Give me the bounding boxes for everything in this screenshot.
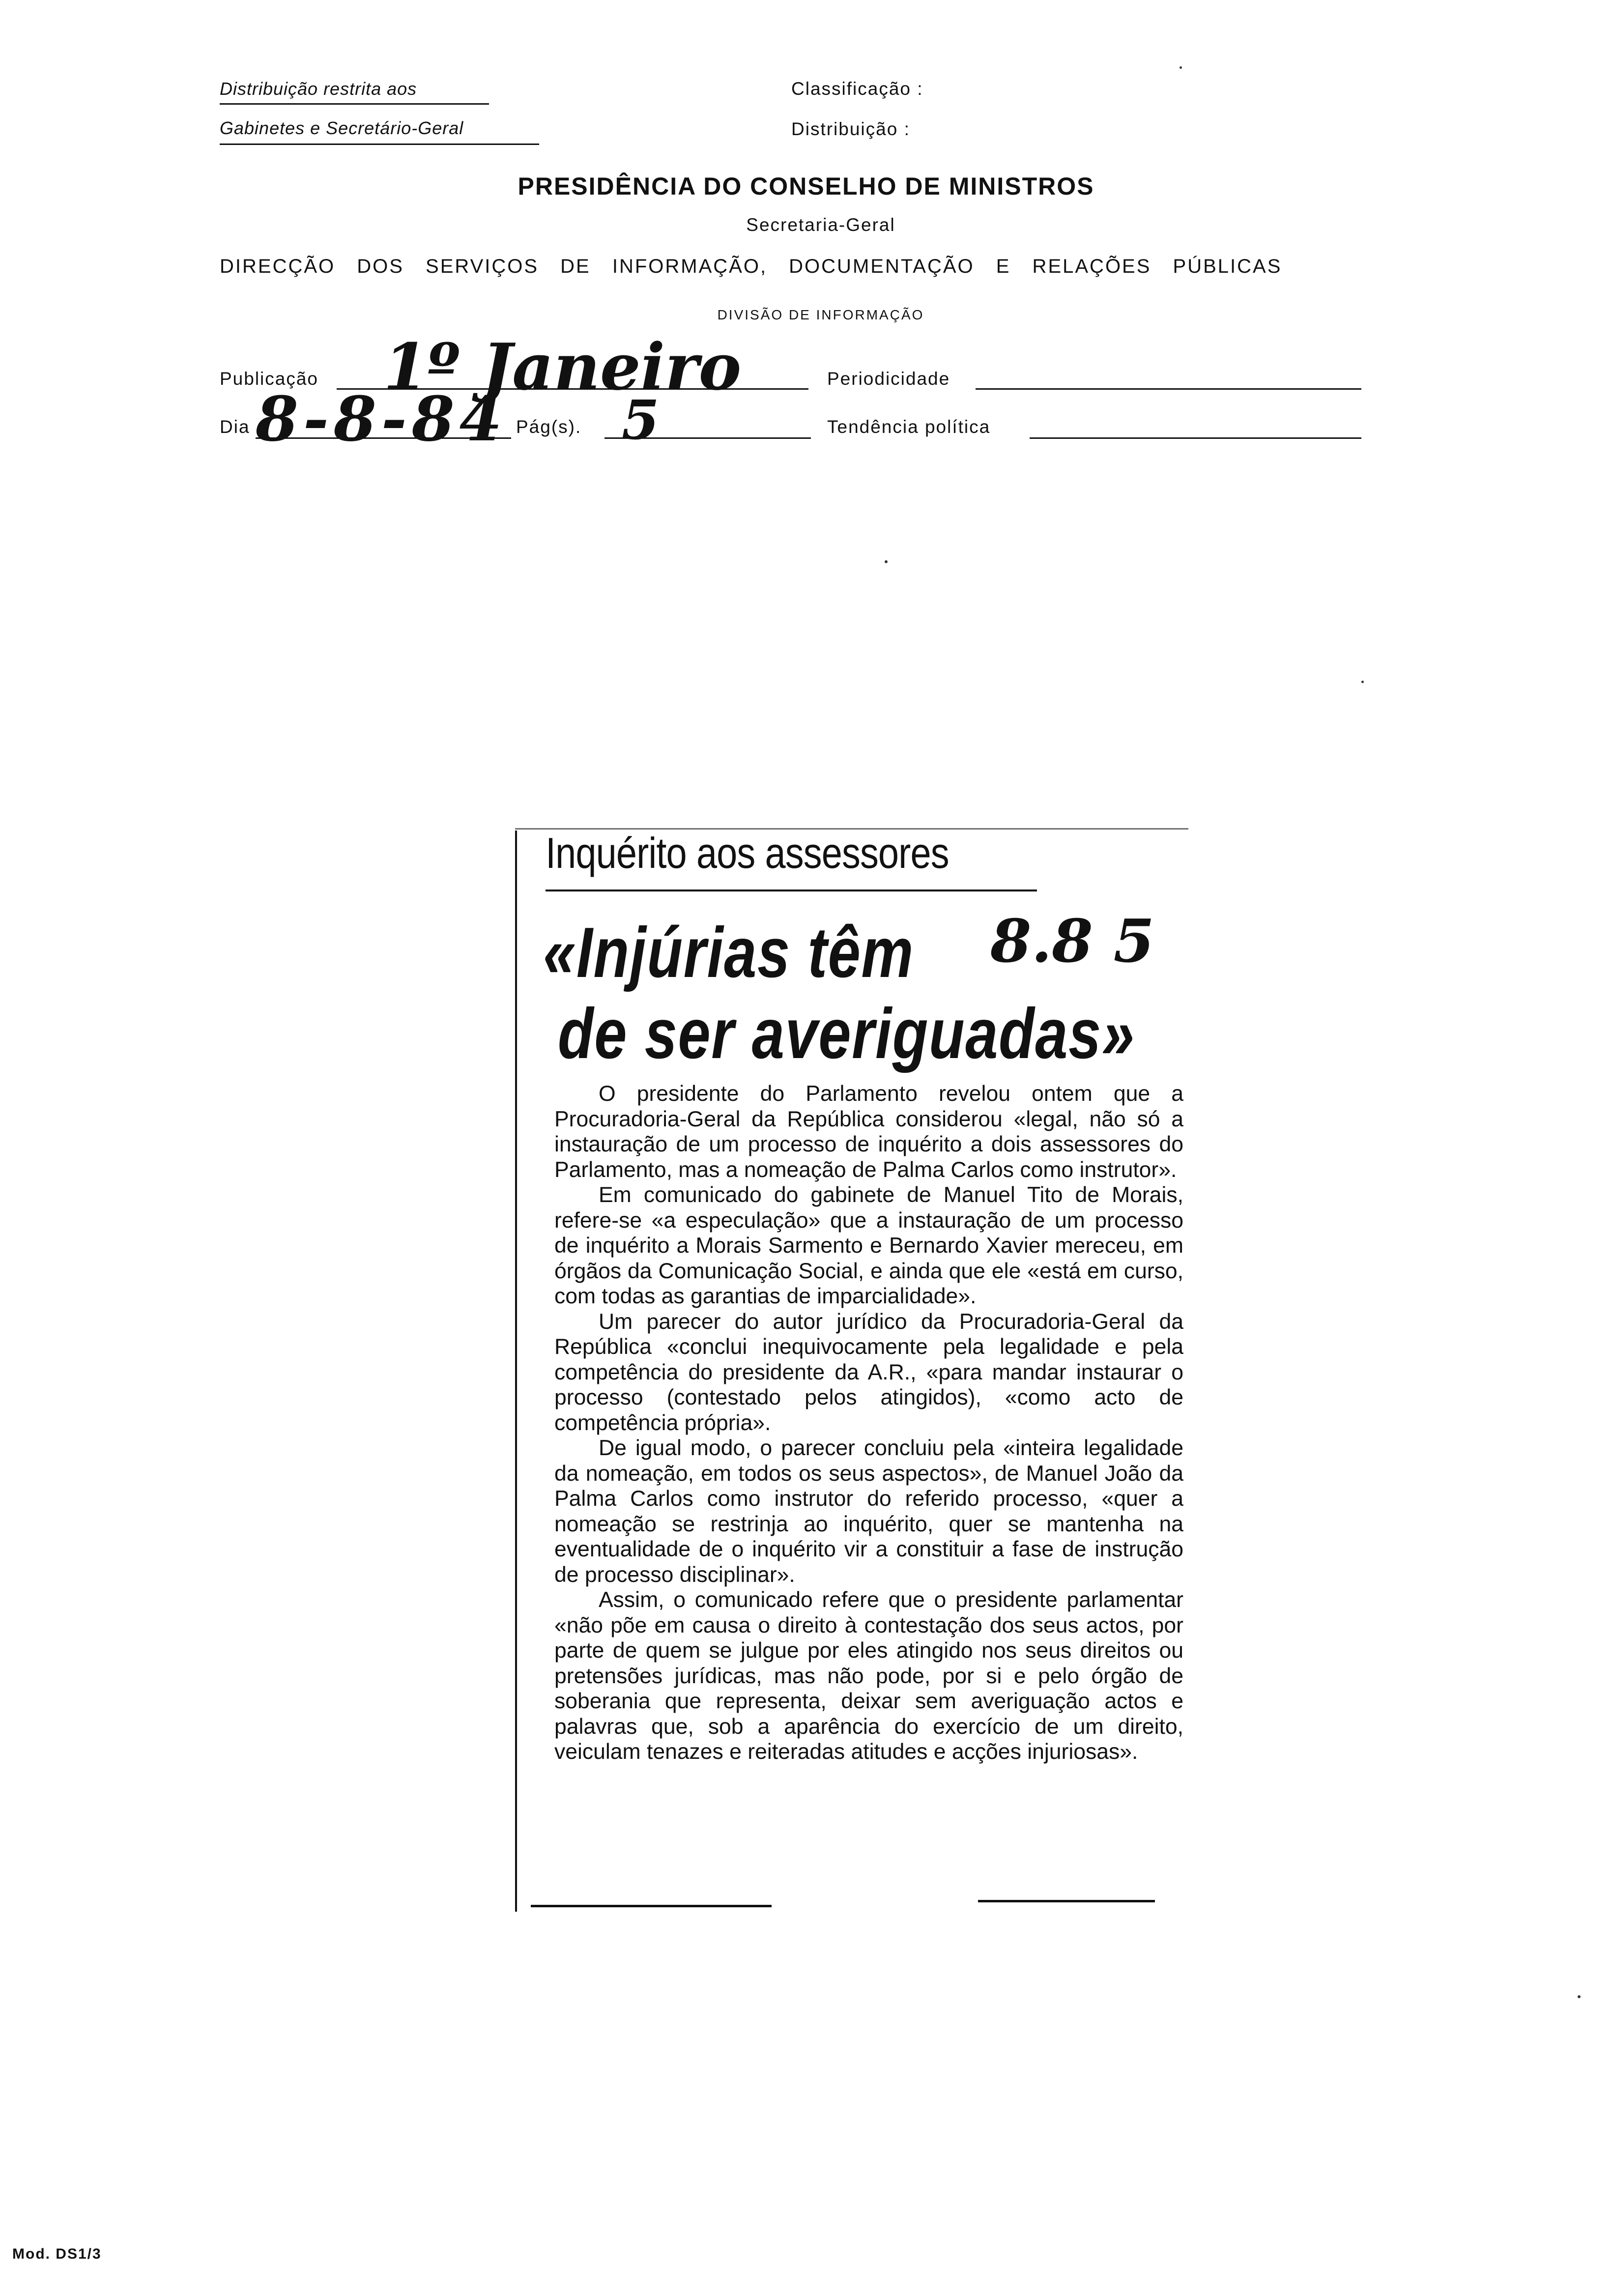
dia-value: 8-8-84 xyxy=(256,383,507,455)
scan-speck xyxy=(1180,66,1182,69)
margin-annotation: 8.8 5 xyxy=(990,907,1155,976)
scan-speck xyxy=(1578,1995,1581,1998)
headline-line-2: de ser averiguadas» xyxy=(558,994,1135,1073)
clipping-frame-left xyxy=(515,831,517,1912)
secretaria-geral: Secretaria-Geral xyxy=(746,215,895,235)
distribution-line-1: Distribuição restrita aos xyxy=(220,79,417,99)
clipping-bottom-rule-right xyxy=(978,1900,1155,1902)
classificacao-label: Classificação : xyxy=(791,79,923,99)
form-model-number: Mod. DS1/3 xyxy=(12,2246,102,2262)
distribution-line-2: Gabinetes e Secretário-Geral xyxy=(220,118,464,138)
article-body xyxy=(554,1081,1183,1765)
direccao-line: DIRECÇÃO DOS SERVIÇOS DE INFORMAÇÃO, DOCUMENTAÇÃO E RELAÇÕES PÚBLICAS xyxy=(220,256,1282,277)
publicacao-label: Publicação xyxy=(220,369,319,389)
headline-line-1: «Injúrias têm xyxy=(543,913,914,992)
article-paragraph-5: Assim, o comunicado refere que o presidente parlamentar «não põe em causa o direito à contestação dos seus actos, por parte de quem se julgue por eles atingido nos seus direitos ou pretensões jurídicas, mas não pode, por si e pelo órgão de soberania que representa, deixar sem averiguação actos e palavras que, sob a aparência do exercício de um direito, veiculam tenazes e reiteradas atitudes e acções injuriosas». xyxy=(554,1588,1183,1764)
article-paragraph-2: Em comunicado do gabinete de Manuel Tito de Morais, refere-se «a especulação» que a instauração de um processo de inquérito a Morais Sarmento e Bernardo Xavier mereceu, em órgãos da Comunicação Social, e ainda que ele «está em curso, com todas as garantias de imparcialidade». xyxy=(554,1183,1183,1308)
scan-speck xyxy=(1361,681,1364,683)
periodicidade-field-line xyxy=(976,388,1361,390)
distribution-rule-2 xyxy=(220,144,539,145)
dia-label: Dia xyxy=(220,417,250,437)
kicker-rule xyxy=(546,890,1037,891)
divisao-informacao: DIVISÃO DE INFORMAÇÃO xyxy=(717,307,924,322)
tendencia-field-line xyxy=(1030,437,1361,439)
periodicidade-label: Periodicidade xyxy=(827,369,950,389)
tendencia-label: Tendência política xyxy=(827,417,991,437)
article-paragraph-3: Um parecer do autor jurídico da Procuradoria-Geral da República «conclui inequivocamente pela legalidade e pela competência do presidente da A.R., «para mandar instaurar o processo (contestado pelos atingidos), «como acto de competência própria». xyxy=(554,1309,1183,1435)
pags-value: 5 xyxy=(622,388,660,452)
pags-label: Pág(s). xyxy=(516,417,582,437)
article-paragraph-4: De igual modo, o parecer concluiu pela «inteira legalidade da nomeação, em todos os seus aspectos», de Manuel João da Palma Carlos como instrutor do referido processo, «quer a nomeação se restrinja ao inquérito, quer se mantenha na eventualidade de o inquérito vir a constituir a fase de instrução de processo disciplinar». xyxy=(554,1436,1183,1587)
clipping-bottom-rule-left xyxy=(531,1905,772,1907)
clipping-kicker: Inquérito aos assessores xyxy=(546,829,949,877)
distribution-rule-1 xyxy=(220,103,489,105)
scan-speck xyxy=(885,560,888,563)
distribuicao-label: Distribuição : xyxy=(791,119,910,139)
page-title: PRESIDÊNCIA DO CONSELHO DE MINISTROS xyxy=(518,172,1094,200)
publicacao-value: 1º Janeiro xyxy=(383,329,742,404)
article-paragraph-1: O presidente do Parlamento revelou ontem que a Procuradoria-Geral da República considerou «legal, não só a instauração de um processo de inquérito a dois assessores do Parlamento, mas a nomeação de Palma Carlos como instrutor». xyxy=(554,1082,1183,1182)
